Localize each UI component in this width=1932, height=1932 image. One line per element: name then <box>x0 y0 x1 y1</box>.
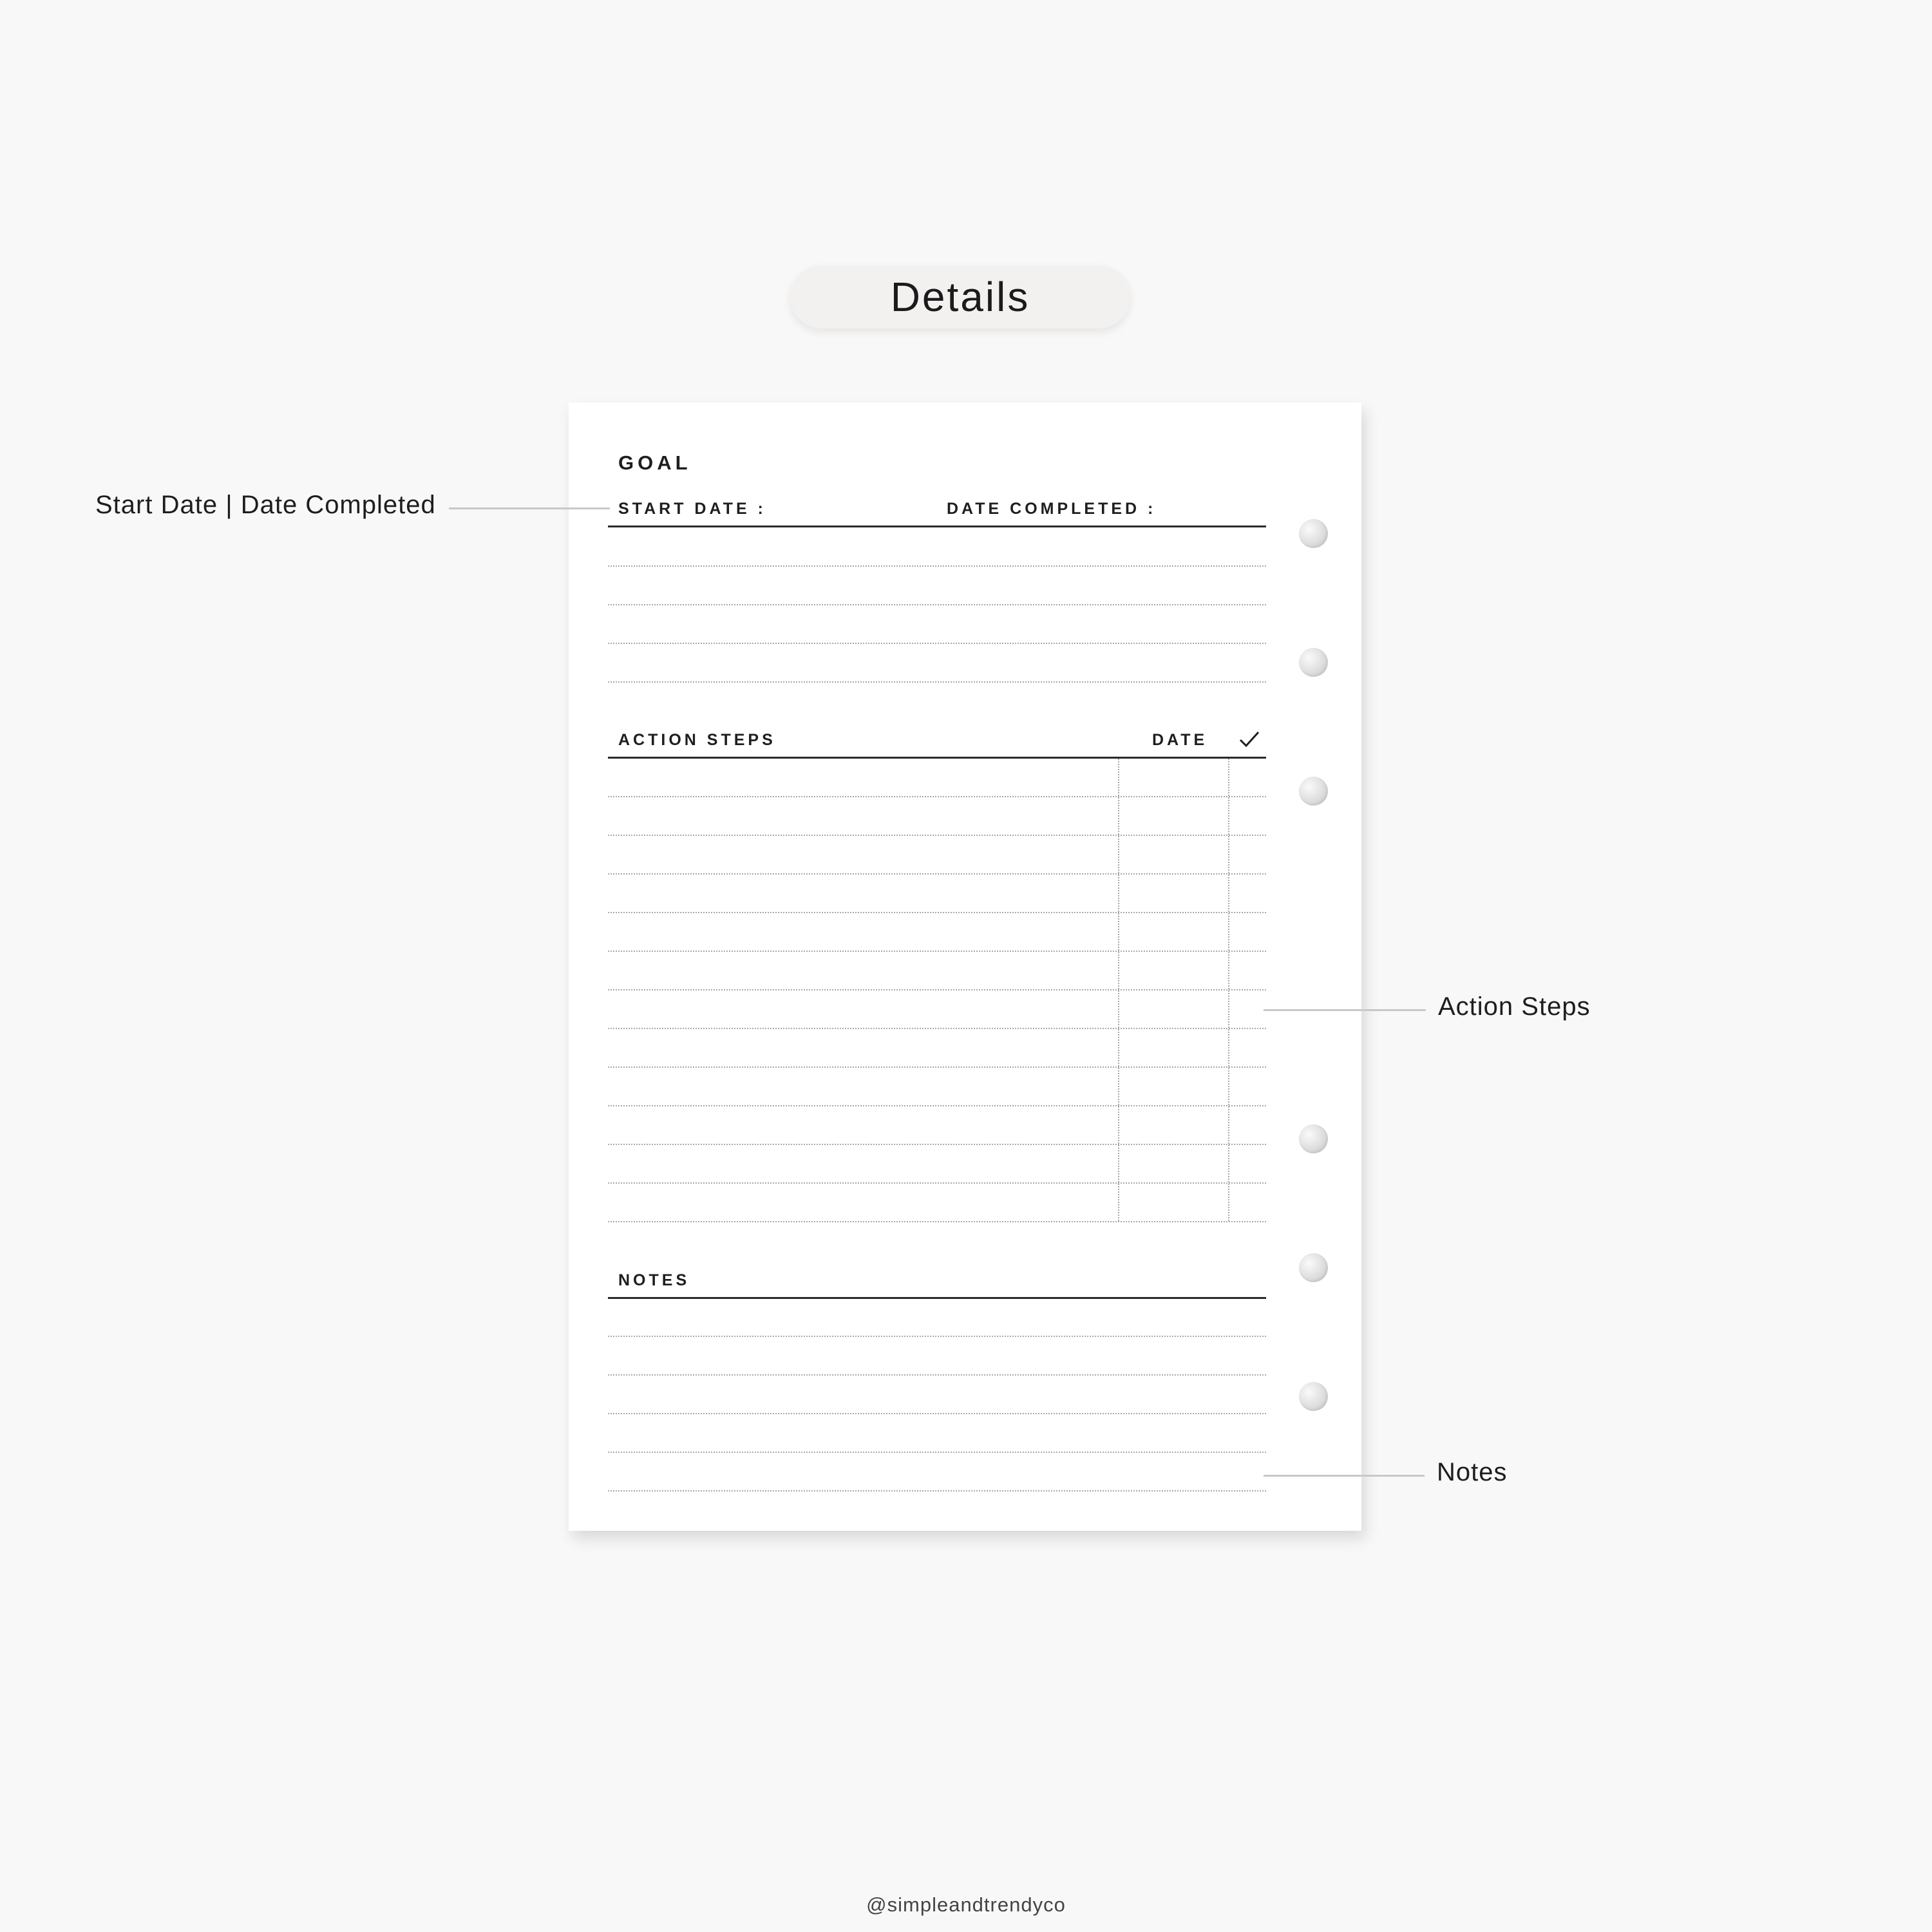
binder-hole <box>1299 519 1328 548</box>
goal-writing-line <box>608 565 1266 567</box>
check-column-divider <box>1228 759 1229 1221</box>
goal-header-rule <box>608 526 1266 527</box>
goal-writing-line <box>608 643 1266 644</box>
notes-header-rule <box>608 1297 1266 1299</box>
callout-notes-text: Notes <box>1437 1458 1508 1486</box>
action-step-line <box>608 1105 1266 1106</box>
notes-writing-line <box>608 1336 1266 1337</box>
action-step-line <box>608 796 1266 797</box>
binder-hole <box>1299 1253 1328 1282</box>
checkmark-icon <box>1238 730 1260 749</box>
action-step-line <box>608 1182 1266 1184</box>
callout-dates-text: Start Date | Date Completed <box>95 491 436 519</box>
binder-hole <box>1299 777 1328 806</box>
callout-notes-line <box>1264 1475 1425 1477</box>
notes-writing-line <box>608 1452 1266 1453</box>
goal-writing-line <box>608 681 1266 683</box>
goal-label: GOAL <box>618 451 692 474</box>
date-column-label: DATE <box>1152 731 1208 749</box>
date-completed-label: DATE COMPLETED : <box>947 500 1157 518</box>
action-step-line <box>608 1028 1266 1029</box>
action-step-line <box>608 1144 1266 1145</box>
goal-writing-line <box>608 604 1266 605</box>
date-column-divider <box>1118 759 1119 1221</box>
planner-sheet <box>569 402 1361 1531</box>
callout-dates-line <box>449 507 610 509</box>
action-step-line <box>608 835 1266 836</box>
binder-hole <box>1299 648 1328 677</box>
action-step-line <box>608 912 1266 913</box>
binder-hole <box>1299 1124 1328 1153</box>
action-step-line <box>608 1221 1266 1222</box>
action-steps-header-rule <box>608 757 1266 759</box>
callout-action-steps-line <box>1264 1009 1426 1011</box>
notes-writing-line <box>608 1374 1266 1376</box>
notes-writing-line <box>608 1413 1266 1414</box>
action-step-line <box>608 1066 1266 1068</box>
start-date-label: START DATE : <box>618 500 766 518</box>
action-step-line <box>608 989 1266 990</box>
page-title: Details <box>790 265 1130 328</box>
action-steps-label: ACTION STEPS <box>618 731 776 749</box>
notes-label: NOTES <box>618 1271 690 1289</box>
action-step-line <box>608 951 1266 952</box>
binder-hole <box>1299 1382 1328 1411</box>
callout-action-steps-text: Action Steps <box>1438 992 1591 1021</box>
notes-writing-line <box>608 1490 1266 1492</box>
action-step-line <box>608 873 1266 875</box>
footer-handle: @simpleandtrendyco <box>866 1893 1066 1916</box>
